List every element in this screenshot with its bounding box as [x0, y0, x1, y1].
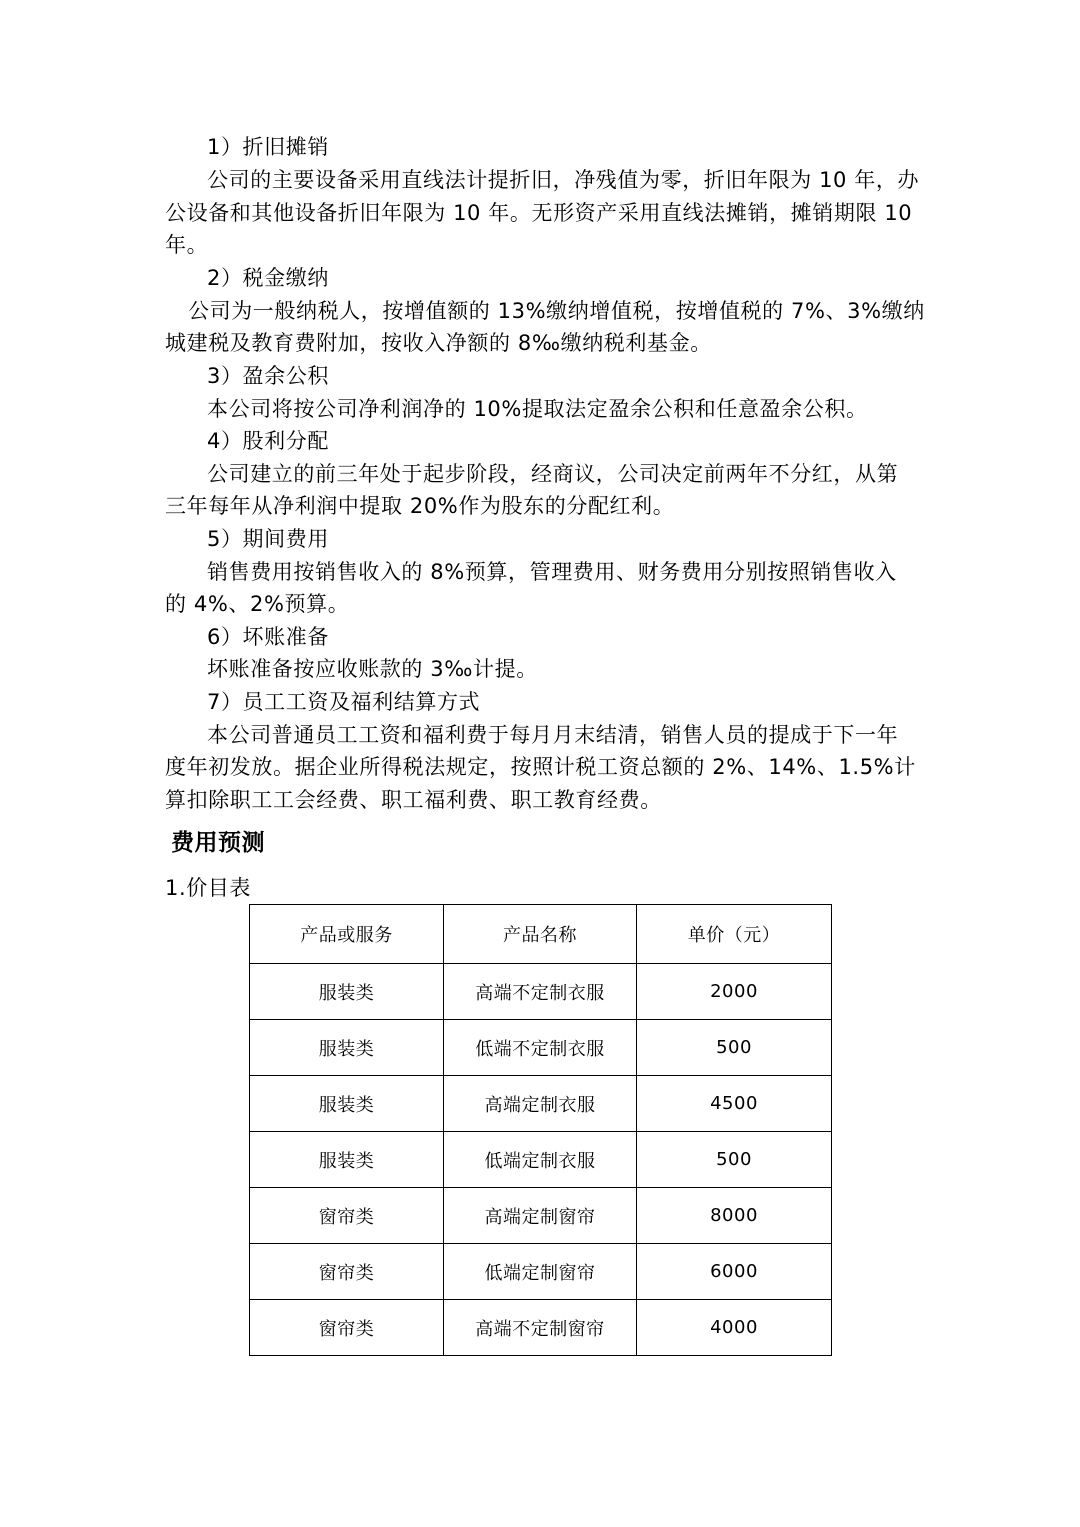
category-cell: 服装类	[250, 1020, 444, 1076]
header-cell: 产品名称	[444, 905, 637, 964]
paragraph-line: 三年每年从净利润中提取 20%作为股东的分配红利。	[165, 494, 675, 518]
section-title: 4）股利分配	[207, 429, 329, 453]
table-row	[250, 1076, 832, 1132]
product-name-cell: 高端不定制衣服	[444, 964, 637, 1020]
header-cell: 单价（元）	[637, 905, 832, 964]
price-cell: 4000	[637, 1300, 832, 1356]
paragraph-line: 坏账准备按应收账款的 3‰计提。	[207, 657, 538, 681]
category-cell: 服装类	[250, 1132, 444, 1188]
section-title: 2）税金缴纳	[207, 266, 329, 290]
paragraph-line: 本公司普通员工工资和福利费于每月月末结清，销售人员的提成于下一年	[207, 723, 899, 747]
section-title: 3）盈余公积	[207, 364, 329, 388]
section-heading: 费用预测	[171, 830, 265, 856]
paragraph-line: 的 4%、2%预算。	[165, 592, 350, 616]
product-name-cell: 低端不定制衣服	[444, 1020, 637, 1076]
price-table	[249, 904, 832, 1356]
product-name-cell: 低端定制窗帘	[444, 1244, 637, 1300]
header-cell: 产品或服务	[250, 905, 444, 964]
paragraph-line: 算扣除职工工会经费、职工福利费、职工教育经费。	[165, 788, 662, 812]
section-title: 7）员工工资及福利结算方式	[207, 690, 481, 714]
table-row	[250, 1020, 832, 1076]
price-cell: 6000	[637, 1244, 832, 1300]
category-cell: 服装类	[250, 1076, 444, 1132]
paragraph-line: 公司建立的前三年处于起步阶段，经商议，公司决定前两年不分红，从第	[207, 462, 899, 486]
price-cell: 500	[637, 1132, 832, 1188]
table-row	[250, 964, 832, 1020]
paragraph-line: 本公司将按公司净利润净的 10%提取法定盈余公积和任意盈余公积。	[207, 397, 868, 421]
paragraph-line: 城建税及教育费附加，按收入净额的 8‰缴纳税利基金。	[165, 331, 712, 355]
category-cell: 窗帘类	[250, 1188, 444, 1244]
price-cell: 8000	[637, 1188, 832, 1244]
paragraph-line: 公设备和其他设备折旧年限为 10 年。无形资产采用直线法摊销，摊销期限 10	[165, 201, 913, 225]
paragraph-line: 年。	[165, 233, 209, 257]
table-header-row	[250, 905, 832, 964]
table-row	[250, 1132, 832, 1188]
section-title: 5）期间费用	[207, 527, 329, 551]
price-cell: 2000	[637, 964, 832, 1020]
price-cell: 500	[637, 1020, 832, 1076]
price-cell: 4500	[637, 1076, 832, 1132]
paragraph-line: 销售费用按销售收入的 8%预算，管理费用、财务费用分别按照销售收入	[207, 560, 897, 584]
paragraph-line: 公司为一般纳税人，按增值额的 13%缴纳增值税，按增值税的 7%、3%缴纳	[188, 299, 925, 323]
product-name-cell: 低端定制衣服	[444, 1132, 637, 1188]
table-row	[250, 1300, 832, 1356]
category-cell: 窗帘类	[250, 1300, 444, 1356]
product-name-cell: 高端定制衣服	[444, 1076, 637, 1132]
section-title: 1）折旧摊销	[207, 135, 329, 159]
section-title: 6）坏账准备	[207, 625, 329, 649]
category-cell: 服装类	[250, 964, 444, 1020]
category-cell: 窗帘类	[250, 1244, 444, 1300]
product-name-cell: 高端定制窗帘	[444, 1188, 637, 1244]
product-name-cell: 高端不定制窗帘	[444, 1300, 637, 1356]
table-row	[250, 1244, 832, 1300]
table-row	[250, 1188, 832, 1244]
paragraph-line: 公司的主要设备采用直线法计提折旧，净残值为零，折旧年限为 10 年，办	[207, 168, 920, 192]
paragraph-line: 度年初发放。据企业所得税法规定，按照计税工资总额的 2%、14%、1.5%计	[165, 755, 916, 779]
table-caption: 1.价目表	[165, 876, 252, 900]
